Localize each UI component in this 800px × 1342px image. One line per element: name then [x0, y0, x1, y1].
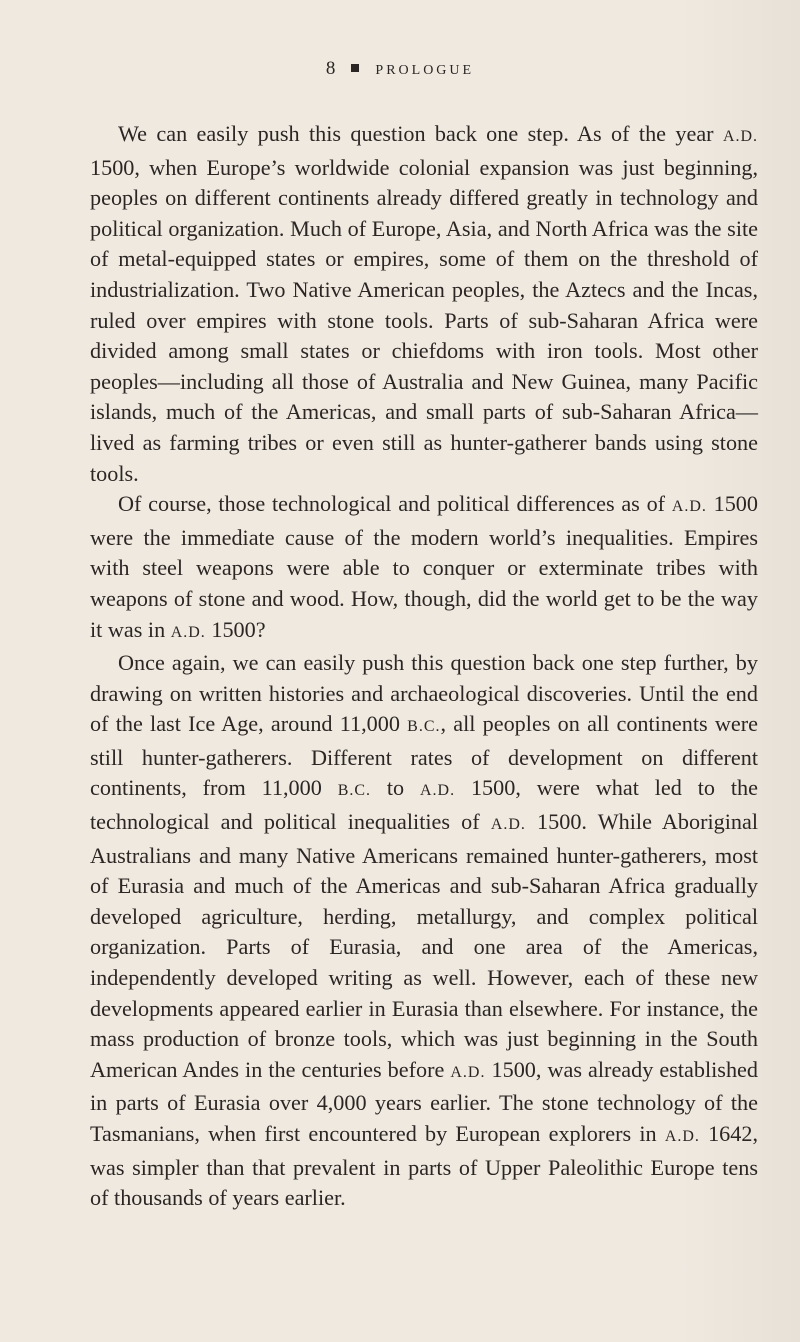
text-run: Of course, those technological and political differences as of: [118, 491, 672, 517]
era-abbreviation: A.D.: [450, 1063, 486, 1081]
era-abbreviation: B.C.: [337, 782, 371, 800]
running-header: [0, 58, 800, 80]
text-run: 1500. While Aboriginal Australians and many Native Americans remained hunter-gatherers, most of Eurasia and much of the Americas and sub-Saharan Africa gradually developed agriculture, herding, metallurgy, and complex political organization. Parts of Eurasia, and one area of the Americas, independently developed writing as well. However, each of these new developments appeared earlier in Eurasia than elsewhere. For instance, the mass production of bronze tools, which was just beginning in the South American Andes in the centuries before: [90, 809, 759, 1082]
text-run: , all peoples on all continents were still hunter-gatherers. Different rates of development on different continents, from 11,000: [90, 711, 759, 801]
paragraph: [90, 489, 758, 648]
era-abbreviation: A.D.: [664, 1128, 700, 1145]
text-run: 1500?: [205, 616, 266, 642]
page-number: 8: [325, 58, 336, 79]
text-run: to: [371, 775, 421, 801]
text-run: 1500, were what led to the technological and political inequalities of: [90, 775, 758, 835]
square-bullet-icon: [351, 64, 359, 72]
text-run: We can easily push this question back one step. As of the year: [118, 121, 723, 146]
section-title: PROLOGUE: [375, 63, 475, 78]
text-run: 1500 were the immediate cause of the modern world’s inequalities. Empires with steel weapons were able to conquer or exterminate tribes with weapons of stone and wood. How, though, did the world get to be the way it was in: [90, 491, 758, 642]
era-abbreviation: B.C.: [407, 718, 441, 736]
era-abbreviation: A.D.: [671, 498, 707, 516]
text-run: 1500, was already established in parts of Eurasia over 4,000 years earlier. The stone technology of the Tasmanians, when first encountered by European explorers in: [90, 1056, 758, 1146]
era-abbreviation: A.D.: [420, 782, 456, 800]
era-abbreviation: A.D.: [490, 816, 526, 834]
body-text: [90, 119, 758, 1214]
era-abbreviation: A.D.: [170, 623, 206, 641]
text-run: 1500, when Europe’s worldwide colonial expansion was just beginning, peoples on different continents already differed greatly in technology and political organization. Much of Europe, Asia, and North Africa was the site of metal-equipped states or empires, some of them on the threshold of industrialization. Two Native American peoples, the Aztecs and the Incas, ruled over empires with stone tools. Parts of sub-Saharan Africa were divided among small states or chiefdoms with iron tools. Most other peoples—including all those of Australia and New Guinea, many Pacific islands, much of the Americas, and small parts of sub-Saharan Africa—lived as farming tribes or even still as hunter-gatherer bands using stone tools.: [90, 154, 758, 486]
era-abbreviation: A.D.: [722, 128, 758, 145]
paragraph: [90, 648, 758, 1214]
text-run: Once again, we can easily push this question back one step further, by drawing on written histories and archaeological discoveries. Until the end of the last Ice Age, around 11,000: [90, 650, 758, 737]
text-run: 1642, was simpler than that prevalent in parts of Upper Paleolithic Europe tens of thousands of years earlier.: [90, 1121, 758, 1211]
paragraph: [90, 119, 758, 489]
